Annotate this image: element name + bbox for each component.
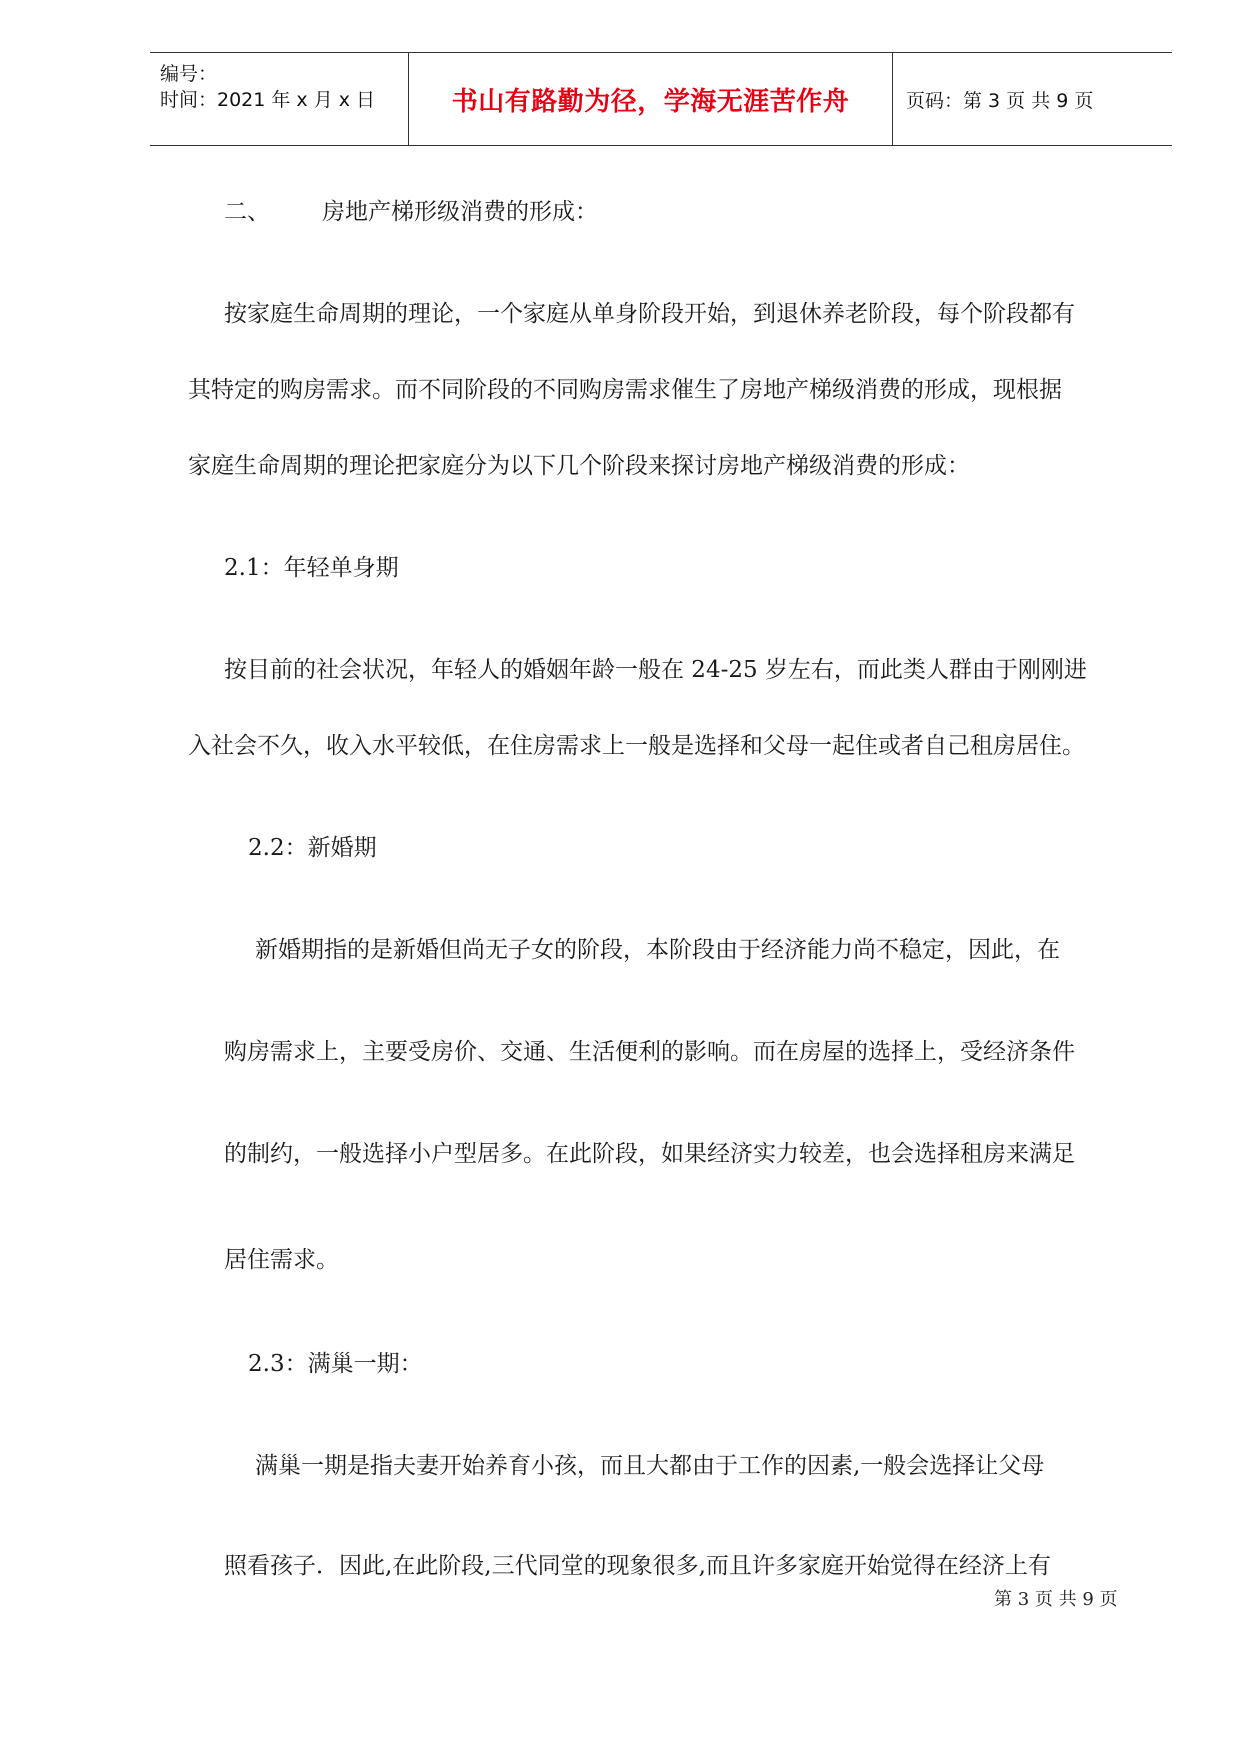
header-motto-cell <box>409 53 893 145</box>
motto-text: 书山有路勤为径，学海无涯苦作舟 <box>451 86 850 117</box>
subsection-heading: 2.2：新婚期 <box>248 835 377 861</box>
paragraph-line: 按目前的社会状况，年轻人的婚姻年龄一般在 24-25 岁左右，而此类人群由于刚刚进 <box>224 657 1087 683</box>
paragraph-line: 购房需求上，主要受房价、交通、生活便利的影响。而在房屋的选择上，受经济条件 <box>224 1039 1075 1065</box>
paragraph-line: 家庭生命周期的理论把家庭分为以下几个阶段来探讨房地产梯级消费的形成： <box>188 453 970 479</box>
subsection-heading: 2.1：年轻单身期 <box>224 555 399 581</box>
paragraph-line: 其特定的购房需求。而不同阶段的不同购房需求催生了房地产梯级消费的形成，现根据 <box>188 377 1062 403</box>
paragraph-line: 按家庭生命周期的理论，一个家庭从单身阶段开始，到退休养老阶段，每个阶段都有 <box>224 301 1075 327</box>
paragraph-line: 入社会不久，收入水平较低，在住房需求上一般是选择和父母一起住或者自己租房居住。 <box>188 733 1085 759</box>
header-page-code: 页码：第 3 页 共 9 页 <box>906 89 1094 112</box>
paragraph-line: 满巢一期是指夫妻开始养育小孩，而且大都由于工作的因素,一般会选择让父母 <box>255 1453 1045 1479</box>
subsection-heading: 2.3：满巢一期： <box>248 1351 423 1377</box>
paragraph-line: 的制约，一般选择小户型居多。在此阶段，如果经济实力较差，也会选择租房来满足 <box>224 1141 1075 1167</box>
paragraph-line: 居住需求。 <box>224 1247 339 1273</box>
header-info-cell <box>150 53 409 145</box>
doc-number-label: 编号： <box>160 63 218 85</box>
section-title: 房地产梯形级消费的形成： <box>322 199 598 225</box>
paragraph-line: 照看孩子．因此,在此阶段,三代同堂的现象很多,而且许多家庭开始觉得在经济上有 <box>224 1553 1051 1579</box>
header-page-cell <box>894 53 1172 145</box>
doc-time-label: 时间：2021 年 x 月 x 日 <box>160 89 376 111</box>
section-number: 二、 <box>224 199 270 225</box>
page-header <box>150 52 1172 146</box>
paragraph-line: 新婚期指的是新婚但尚无子女的阶段，本阶段由于经济能力尚不稳定，因此，在 <box>255 937 1060 963</box>
page-footer-number: 第 3 页 共 9 页 <box>994 1589 1118 1610</box>
